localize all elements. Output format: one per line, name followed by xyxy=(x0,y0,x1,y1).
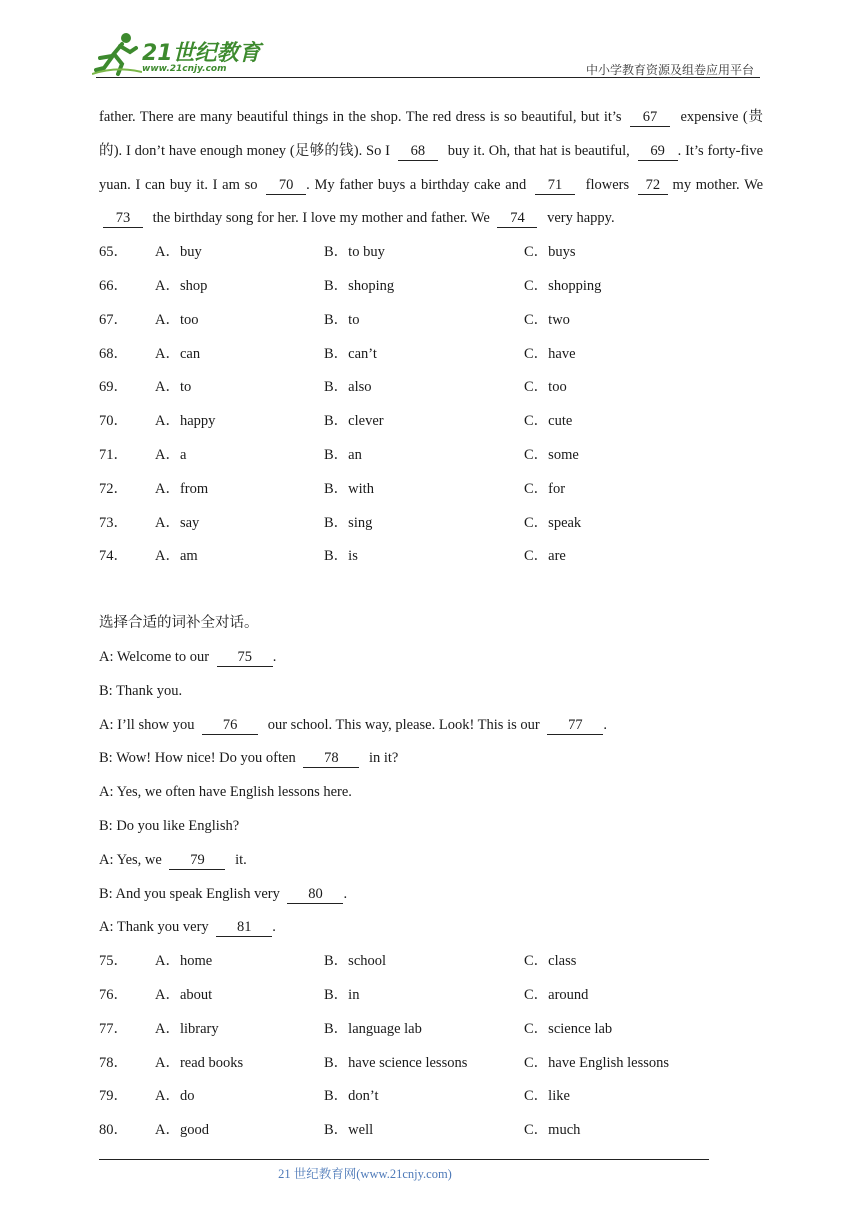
question-number: 69． xyxy=(99,379,128,396)
option-b: B．clever xyxy=(324,413,384,430)
footer-divider xyxy=(99,1159,709,1160)
option-b: B．with xyxy=(324,480,374,497)
option-c: C．have xyxy=(524,345,576,362)
blank-70: 70 xyxy=(266,176,306,195)
blank-79: 79 xyxy=(169,851,225,870)
passage-text: . My father buys a birthday cake and xyxy=(306,176,527,193)
option-b: B．sing xyxy=(324,514,373,531)
section-instruction: 选择合适的词补全对话。 xyxy=(99,615,259,632)
passage-text: (贵的). I don’t have enough money (足够的钱). So I xyxy=(99,109,764,159)
option-b: B．school xyxy=(324,953,387,970)
dialogue-line xyxy=(99,742,763,776)
dialogue-text: B: Wow! How nice! Do you often xyxy=(99,750,296,767)
passage-text: father. There are many beautiful things in the shop. The red dress is so beautiful, but it’s xyxy=(99,109,622,125)
dialogue-line xyxy=(99,911,763,945)
blank-81: 81 xyxy=(216,918,272,937)
dialogue-line xyxy=(99,709,763,743)
dialogue-text: A: Yes, we xyxy=(99,851,162,868)
option-row xyxy=(99,979,763,1013)
blank-69: 69 xyxy=(638,142,678,161)
option-c: C．cute xyxy=(524,413,573,430)
option-a: A．about xyxy=(155,986,213,1003)
option-a: A．home xyxy=(155,953,213,970)
option-b: B．well xyxy=(324,1122,374,1139)
question-number: 75． xyxy=(99,953,128,970)
blank-76: 76 xyxy=(202,716,258,735)
options-list-65-74 xyxy=(99,236,763,574)
option-b: B．have science lessons xyxy=(324,1054,468,1071)
question-number: 70． xyxy=(99,413,128,430)
document-body xyxy=(99,101,763,1148)
question-number: 67． xyxy=(99,311,128,328)
option-row xyxy=(99,945,763,979)
header-divider xyxy=(96,77,760,78)
question-number: 76． xyxy=(99,986,128,1003)
dialogue-text: . xyxy=(603,716,607,733)
passage-text: very happy. xyxy=(547,210,615,227)
dialogue-line: B: Thank you. xyxy=(99,682,183,699)
question-number: 73． xyxy=(99,514,128,531)
option-a: A．can xyxy=(155,345,201,362)
dialogue-text: it. xyxy=(235,851,247,868)
option-c: C．for xyxy=(524,480,566,497)
question-number: 71． xyxy=(99,446,128,463)
question-number: 78． xyxy=(99,1054,128,1071)
option-a: A．a xyxy=(155,446,187,463)
option-c: C．shopping xyxy=(524,277,602,294)
blank-72: 72 xyxy=(638,176,668,195)
option-row xyxy=(99,1013,763,1047)
option-b: B．also xyxy=(324,379,372,396)
option-row xyxy=(99,1080,763,1114)
option-c: C．are xyxy=(524,548,566,565)
option-a: A．too xyxy=(155,311,199,328)
option-a: A．library xyxy=(155,1020,219,1037)
question-number: 65． xyxy=(99,244,128,261)
logo-text: 21世纪教育 xyxy=(142,41,261,66)
cloze-passage xyxy=(99,101,763,236)
blank-74: 74 xyxy=(497,209,537,228)
option-a: A．do xyxy=(155,1088,195,1105)
option-row xyxy=(99,540,763,574)
passage-text: buy it. Oh, that hat is beautiful, xyxy=(447,142,630,159)
option-a: A．good xyxy=(155,1122,209,1139)
option-c: C．have English lessons xyxy=(524,1054,669,1071)
dialogue-text: B: And you speak English very xyxy=(99,885,280,902)
option-row xyxy=(99,338,763,372)
passage-text: flowers xyxy=(585,176,630,193)
options-list-75-80 xyxy=(99,945,763,1148)
blank-71: 71 xyxy=(535,176,575,195)
passage-text: the birthday song for her. I love my mother and father. We xyxy=(152,210,490,227)
option-a: A．to xyxy=(155,379,192,396)
option-row xyxy=(99,236,763,270)
option-row xyxy=(99,270,763,304)
option-a: A．from xyxy=(155,480,209,497)
footer-text: 21 世纪教育网(www.21cnjy.com) xyxy=(278,1167,452,1181)
blank-77: 77 xyxy=(547,716,603,735)
dialogue-text: our school. This way, please. Look! This is our xyxy=(267,716,540,733)
question-number: 72． xyxy=(99,480,128,497)
option-b: B．to xyxy=(324,311,360,328)
option-c: C．like xyxy=(524,1088,570,1105)
option-c: C．science lab xyxy=(524,1020,613,1037)
dialogue-text: A: Thank you very xyxy=(99,919,209,936)
option-a: A．buy xyxy=(155,244,202,261)
blank-73: 73 xyxy=(103,209,143,228)
dialogue-line xyxy=(99,844,763,878)
option-c: C．two xyxy=(524,311,570,328)
option-b: B．can’t xyxy=(324,345,377,362)
page-footer xyxy=(0,1164,860,1182)
option-b: B．an xyxy=(324,446,362,463)
question-number: 80． xyxy=(99,1122,128,1139)
option-a: A．shop xyxy=(155,277,208,294)
dialogue-text: in it? xyxy=(368,750,399,767)
option-c: C．buys xyxy=(524,244,576,261)
blank-67: 67 xyxy=(630,108,670,127)
option-row xyxy=(99,439,763,473)
option-c: C．around xyxy=(524,986,589,1003)
option-row xyxy=(99,371,763,405)
platform-title: 中小学教育资源及组卷应用平台 xyxy=(585,63,754,77)
option-row xyxy=(99,473,763,507)
passage-text: . It’s xyxy=(677,142,704,159)
logo xyxy=(92,30,272,78)
question-number: 77． xyxy=(99,1020,128,1037)
blank-78: 78 xyxy=(303,749,359,768)
logo-url: www.21cnjy.com xyxy=(142,64,227,74)
option-row xyxy=(99,1114,763,1148)
blank-68: 68 xyxy=(398,142,438,161)
option-b: B．in xyxy=(324,986,360,1003)
page-header xyxy=(0,0,860,80)
option-b: B．shoping xyxy=(324,277,395,294)
dialogue-text: A: Welcome to our xyxy=(99,648,210,665)
option-a: A．read books xyxy=(155,1054,244,1071)
option-c: C．too xyxy=(524,379,567,396)
runner-logo-icon xyxy=(92,30,142,78)
option-c: C．some xyxy=(524,446,579,463)
option-row xyxy=(99,507,763,541)
option-a: A．say xyxy=(155,514,200,531)
dialogue-text: A: I’ll show you xyxy=(99,716,195,733)
option-b: B．language lab xyxy=(324,1020,422,1037)
question-number: 74． xyxy=(99,548,128,565)
dialogue-text: . xyxy=(272,648,277,665)
option-b: B．to buy xyxy=(324,244,385,261)
dialogue-line: A: Yes, we often have English lessons here. xyxy=(99,784,352,801)
option-row xyxy=(99,1047,763,1081)
option-c: C．speak xyxy=(524,514,582,531)
dialogue-text: . xyxy=(343,885,348,902)
passage-text: forty-five yuan. I can buy it. I am so xyxy=(99,142,764,193)
option-row xyxy=(99,405,763,439)
option-b: B．is xyxy=(324,548,358,565)
option-c: C．much xyxy=(524,1122,581,1139)
dialogue-text: . xyxy=(272,919,276,936)
dialogue-line xyxy=(99,641,763,675)
option-b: B．don’t xyxy=(324,1088,379,1105)
question-number: 66． xyxy=(99,277,128,294)
option-c: C．class xyxy=(524,953,577,970)
option-row xyxy=(99,304,763,338)
blank-75: 75 xyxy=(217,648,273,667)
passage-text: expensive xyxy=(680,109,739,125)
passage-text: my mother. We xyxy=(672,176,764,193)
dialogue-line xyxy=(99,878,763,912)
option-a: A．am xyxy=(155,548,198,565)
dialogue-line: B: Do you like English? xyxy=(99,817,240,834)
option-a: A．happy xyxy=(155,413,216,430)
question-number: 79． xyxy=(99,1088,128,1105)
question-number: 68． xyxy=(99,345,128,362)
blank-80: 80 xyxy=(287,885,343,904)
